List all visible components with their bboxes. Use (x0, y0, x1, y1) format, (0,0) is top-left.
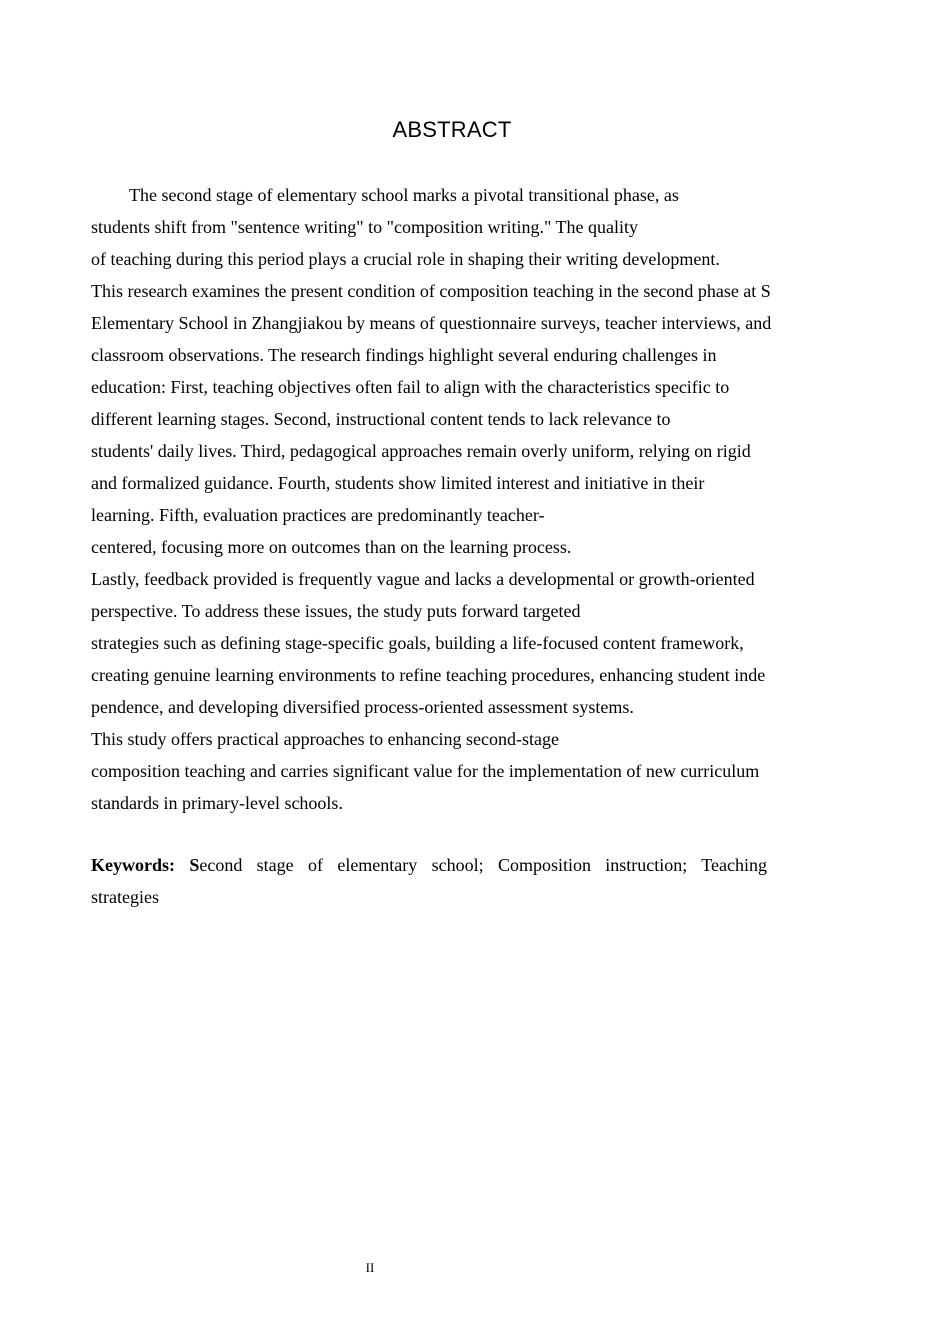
abstract-line: learning. Fifth, evaluation practices are predominantly teacher- (91, 505, 545, 525)
page-number: II (365, 1260, 375, 1275)
keywords-initial: S (189, 855, 200, 875)
abstract-line: The second stage of elementary school marks a pivotal transitional phase, as (129, 185, 679, 205)
abstract-line: different learning stages. Second, instructional content tends to lack relevance to (91, 409, 671, 429)
abstract-line: This study offers practical approaches to enhancing second-stage (91, 729, 559, 749)
abstract-line: and formalized guidance. Fourth, students show limited interest and initiative in their (91, 473, 705, 493)
keywords-label: Keywords: (91, 855, 175, 875)
abstract-line: Lastly, feedback provided is frequently vague and lacks a developmental or growth-oriented (91, 569, 755, 589)
abstract-title: ABSTRACT (392, 117, 512, 142)
abstract-line: This research examines the present condition of composition teaching in the second phase at S (91, 281, 771, 301)
abstract-line: students' daily lives. Third, pedagogical approaches remain overly uniform, relying on rigid (91, 441, 751, 461)
keywords-text: econd stage of elementary school; Composition instruction; Teaching strategies (91, 855, 768, 907)
abstract-body (91, 179, 831, 819)
abstract-line: students shift from "sentence writing" to "composition writing." The quality (91, 217, 638, 237)
abstract-line: standards in primary-level schools. (91, 793, 343, 813)
abstract-line: composition teaching and carries significant value for the implementation of new curriculum (91, 761, 760, 781)
abstract-line: perspective. To address these issues, the study puts forward targeted (91, 601, 581, 621)
keywords-paragraph (91, 849, 767, 913)
abstract-line: Elementary School in Zhangjiakou by means of questionnaire surveys, teacher interviews, and (91, 313, 772, 333)
abstract-line: pendence, and developing diversified process-oriented assessment systems. (91, 697, 634, 717)
abstract-line: centered, focusing more on outcomes than on the learning process. (91, 537, 572, 557)
abstract-line: strategies such as defining stage-specific goals, building a life-focused content framework, (91, 633, 744, 653)
abstract-line: education: First, teaching objectives often fail to align with the characteristics specific to (91, 377, 730, 397)
abstract-line: of teaching during this period plays a crucial role in shaping their writing development. (91, 249, 720, 269)
abstract-line: creating genuine learning environments to refine teaching procedures, enhancing student inde (91, 665, 766, 685)
abstract-line: classroom observations. The research findings highlight several enduring challenges in (91, 345, 717, 365)
